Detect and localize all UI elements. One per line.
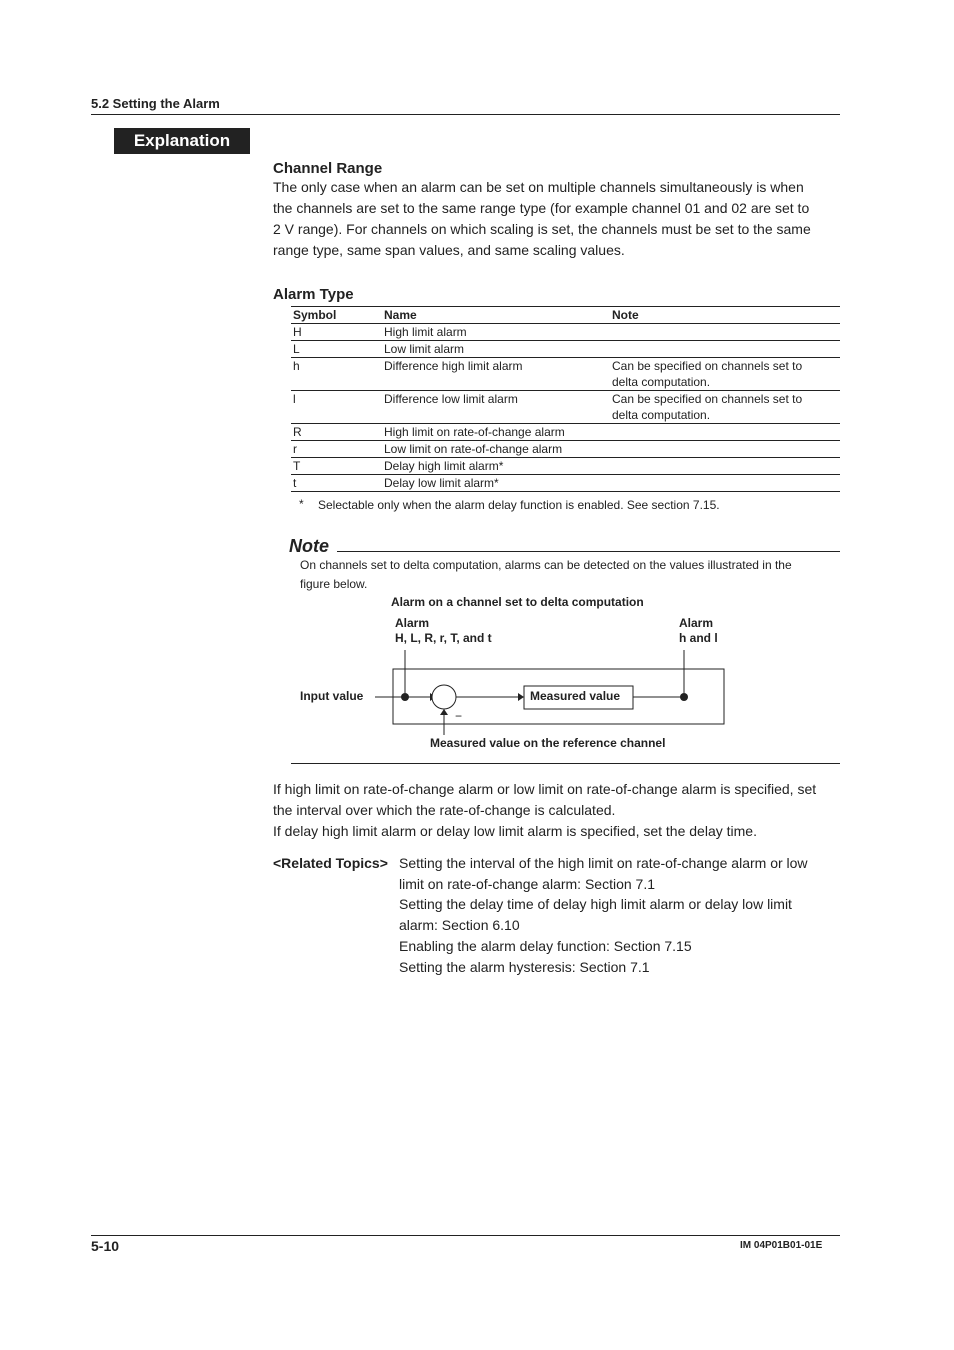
table-row bbox=[291, 341, 840, 358]
note-cell bbox=[610, 441, 840, 458]
diagram-title: Alarm on a channel set to delta computation bbox=[391, 595, 644, 609]
alarm-right-line-1: Alarm bbox=[679, 616, 714, 630]
symbol-cell: H bbox=[291, 324, 382, 341]
note-line: delta computation. bbox=[612, 375, 711, 389]
name-cell: High limit on rate-of-change alarm bbox=[382, 424, 610, 441]
related-topic-line: Enabling the alarm delay function: Section 7.15 bbox=[399, 937, 692, 954]
arrow-reference bbox=[440, 709, 448, 715]
note-line: Can be specified on channels set to bbox=[612, 359, 803, 373]
alarm-left-line-1: Alarm bbox=[395, 616, 430, 630]
table-row bbox=[291, 358, 840, 391]
note-cell bbox=[610, 458, 840, 475]
note-bottom-rule bbox=[291, 763, 840, 764]
name-cell: Delay low limit alarm* bbox=[382, 475, 610, 492]
note-title-rule bbox=[337, 551, 840, 552]
paragraph-line: If high limit on rate-of-change alarm or low limit on rate-of-change alarm is specified, set bbox=[273, 781, 817, 797]
rate-of-change-paragraph bbox=[273, 779, 843, 842]
channel-range-paragraph bbox=[273, 177, 843, 261]
column-header-symbol: Symbol bbox=[291, 307, 382, 324]
symbol-cell: h bbox=[291, 358, 382, 391]
page-number: 5-10 bbox=[91, 1238, 120, 1254]
table-row bbox=[291, 458, 840, 475]
reference-label: Measured value on the reference channel bbox=[430, 736, 666, 750]
note-cell bbox=[610, 475, 840, 492]
name-cell: Delay high limit alarm* bbox=[382, 458, 610, 475]
table-row bbox=[291, 475, 840, 492]
note-cell bbox=[610, 324, 840, 341]
symbol-cell: r bbox=[291, 441, 382, 458]
symbol-cell: R bbox=[291, 424, 382, 441]
note-text bbox=[300, 556, 835, 594]
paragraph-line: the interval over which the rate-of-change is calculated. bbox=[273, 802, 616, 818]
symbol-cell: l bbox=[291, 391, 382, 424]
symbol-cell: T bbox=[291, 458, 382, 475]
input-value-label: Input value bbox=[300, 689, 364, 703]
measured-value-text: Measured value bbox=[530, 689, 621, 703]
footnote-text: Selectable only when the alarm delay function is enabled. See section 7.15. bbox=[318, 498, 720, 512]
symbol-cell: t bbox=[291, 475, 382, 492]
note-cell bbox=[610, 341, 840, 358]
name-cell: Low limit alarm bbox=[382, 341, 610, 358]
name-cell: High limit alarm bbox=[382, 324, 610, 341]
paragraph-line: The only case when an alarm can be set on multiple channels simultaneously is when bbox=[273, 179, 804, 195]
table-row bbox=[291, 441, 840, 458]
delta-computation-diagram bbox=[290, 640, 740, 750]
footer-rule bbox=[91, 1235, 840, 1236]
note-line: Can be specified on channels set to bbox=[612, 392, 803, 406]
note-title: Note bbox=[289, 536, 329, 556]
related-topic-line: Setting the delay time of delay high limit alarm or delay low limit bbox=[399, 896, 792, 913]
arrow-to-measured bbox=[518, 693, 524, 701]
right-alarm-point bbox=[680, 693, 688, 701]
table-row bbox=[291, 424, 840, 441]
name-cell: Low limit on rate-of-change alarm bbox=[382, 441, 610, 458]
column-header-note: Note bbox=[610, 307, 840, 324]
related-topic-line: Setting the interval of the high limit on rate-of-change alarm or low bbox=[399, 855, 808, 871]
channel-range-heading: Channel Range bbox=[273, 160, 383, 177]
note-cell bbox=[610, 358, 840, 391]
table-header-row bbox=[291, 307, 840, 324]
alarm-type-heading: Alarm Type bbox=[273, 286, 354, 303]
related-topics-label: <Related Topics> bbox=[273, 855, 388, 871]
paragraph-line: range type, same span values, and same scaling values. bbox=[273, 242, 625, 258]
header-rule bbox=[91, 114, 840, 115]
paragraph-line: 2 V range). For channels on which scaling is set, the channels must be set to the same bbox=[273, 221, 811, 237]
adder-circle bbox=[432, 685, 456, 709]
footnote-mark: * bbox=[299, 497, 304, 511]
related-topic-line: limit on rate-of-change alarm: Section 7.1 bbox=[399, 875, 656, 892]
alarm-left-line-2: H, L, R, r, T, and t bbox=[395, 631, 492, 645]
note-text-line: On channels set to delta computation, alarms can be detected on the values illustrated in the bbox=[300, 558, 792, 572]
related-topic-line: Setting the alarm hysteresis: Section 7.1 bbox=[399, 958, 650, 975]
name-cell: Difference high limit alarm bbox=[382, 358, 610, 391]
note-cell bbox=[610, 424, 840, 441]
section-title: 5.2 Setting the Alarm bbox=[91, 96, 220, 111]
note-text-line: figure below. bbox=[300, 577, 368, 591]
document-id: IM 04P01B01-01E bbox=[740, 1240, 823, 1251]
column-header-name: Name bbox=[382, 307, 610, 324]
table-row bbox=[291, 324, 840, 341]
name-cell: Difference low limit alarm bbox=[382, 391, 610, 424]
alarm-right-line-2: h and l bbox=[679, 631, 718, 645]
explanation-label: Explanation bbox=[114, 128, 250, 154]
note-cell bbox=[610, 391, 840, 424]
minus-sign: − bbox=[455, 709, 463, 723]
paragraph-line: the channels are set to the same range type (for example channel 01 and 02 are set to bbox=[273, 200, 810, 216]
alarm-type-table bbox=[291, 306, 840, 492]
note-line: delta computation. bbox=[612, 408, 711, 422]
related-topics-list bbox=[399, 853, 839, 977]
table-row bbox=[291, 391, 840, 424]
paragraph-line: If delay high limit alarm or delay low limit alarm is specified, set the delay time. bbox=[273, 823, 757, 839]
symbol-cell: L bbox=[291, 341, 382, 358]
left-alarm-point bbox=[401, 693, 409, 701]
related-topic-line: alarm: Section 6.10 bbox=[399, 917, 520, 934]
